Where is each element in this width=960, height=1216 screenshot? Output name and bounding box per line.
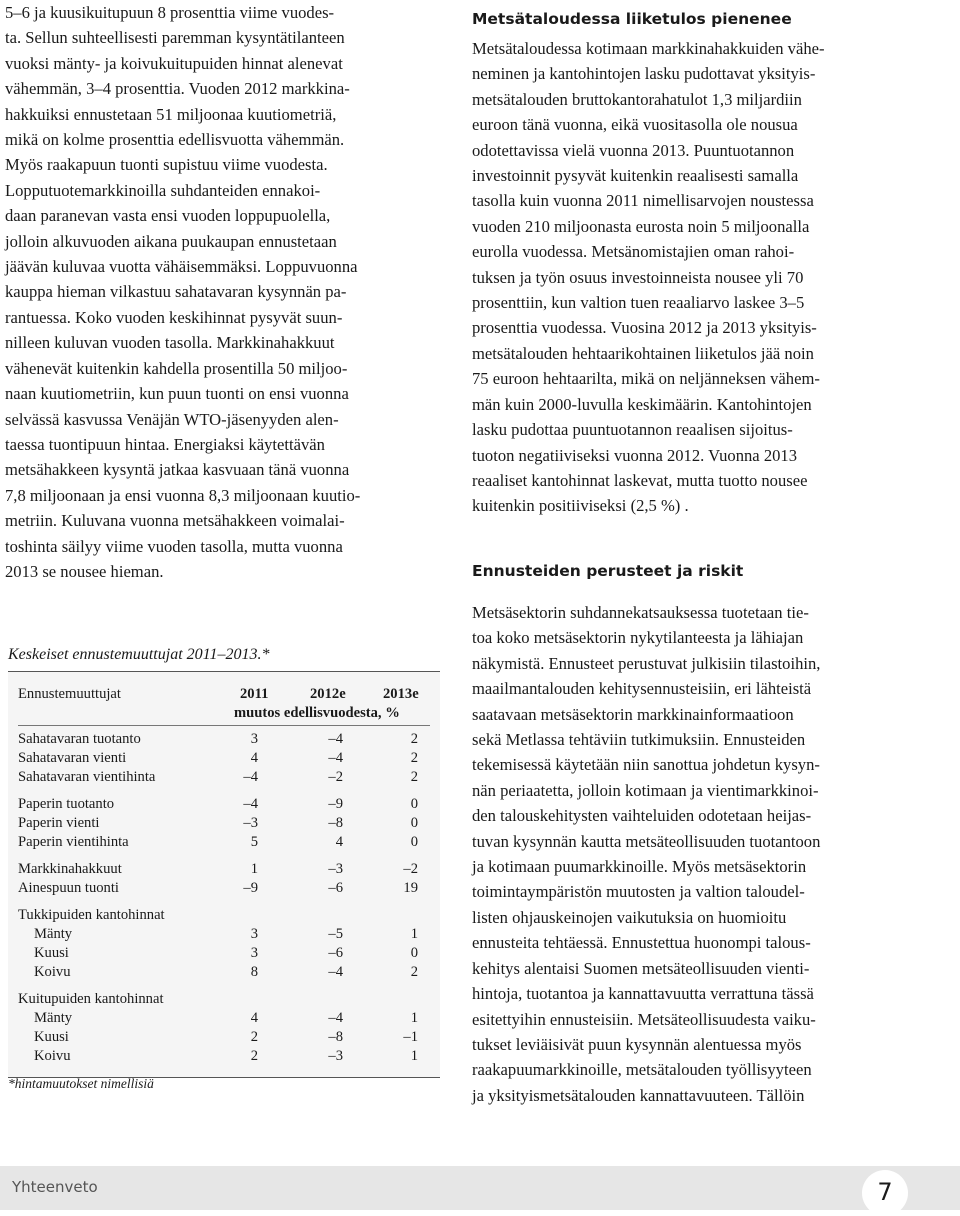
table-row: Mänty 3 –5 1 xyxy=(34,926,418,942)
forecast-table xyxy=(8,671,440,1078)
table-header-year-2011: 2011 xyxy=(240,686,269,702)
table-header-label: Ennustemuuttujat xyxy=(18,686,121,702)
table-row: Paperin vienti –3 –8 0 xyxy=(18,815,418,831)
table-row: Paperin vientihinta 5 4 0 xyxy=(18,834,418,850)
footer-section-label: Yhteenveto xyxy=(12,1178,98,1196)
page-number-badge xyxy=(862,1170,908,1216)
table-row: Paperin tuotanto –4 –9 0 xyxy=(18,796,418,812)
page-number: 7 xyxy=(877,1178,893,1206)
table-row: Koivu 8 –4 2 xyxy=(34,964,418,980)
table-row: Markkinahakkuut 1 –3 –2 xyxy=(18,861,418,877)
section-heading-ennusteiden-perusteet: Ennusteiden perusteet ja riskit xyxy=(472,562,744,580)
table-group-header: Kuitupuiden kantohinnat xyxy=(18,991,164,1007)
section-heading-liiketulos: Metsätaloudessa liiketulos pienenee xyxy=(472,10,792,28)
table-footnote: *hintamuutokset nimellisiä xyxy=(8,1076,154,1091)
table-subheader: muutos edellisvuodesta, % xyxy=(234,705,400,721)
right-column-text-2: Metsäsektorin suhdannekatsauksessa tuotetaan tie- toa koko metsäsektorin nykytilanteesta ja lähiajan näkymistä. Ennusteet perustuvat julkisiin tilastoihin, maailmantalouden kehitysennusteisiin, eri lähteistä saatavaan metsäsektorin markkinainformaatioon sekä Metlassa tehtäviin tutkimuksiin. Ennusteiden tekemisessä käytetään niin sanottua johdetun kysyn- nän periaatetta, jolloin kotimaan ja vientimarkkinoi- den talouskehitysten vaihteluiden odotetaan heijas- tuvan kysynnän kautta metsäteollisuuden tuotantoon ja kotimaan puumarkkinoille. Myös metsäsektorin toimintaympäristön muutosten ja valtion taloudel- listen ohjauskeinojen vaikutuksia on huomioitu ennusteita tehtäessä. Ennustettua huonompi talous- kehitys alentaisi Suomen metsäteollisuuden vienti- hintoja, tuotantoa ja kannattavuutta verrattuna tässä esitettyihin ennusteisiin. Metsäteollisuudesta vaiku- tukset leviäisivät puun kysynnän alentuessa myös raakapuumarkkinoille, metsätalouden työllisyyteen ja yksityismetsätalouden kannattavuuteen. Tällöin xyxy=(472,603,821,1105)
table-group-header: Tukkipuiden kantohinnat xyxy=(18,907,165,923)
table-row: Kuusi 3 –6 0 xyxy=(34,945,418,961)
table-row: Kuusi 2 –8 –1 xyxy=(34,1029,418,1045)
table-row: Koivu 2 –3 1 xyxy=(34,1048,418,1064)
table-row: Sahatavaran vienti 4 –4 2 xyxy=(18,750,418,766)
right-column-text-1: Metsätaloudessa kotimaan markkinahakkuiden vähe- neminen ja kantohintojen lasku pudottavat yksityis- metsätalouden bruttokantorahatulot 1,3 miljardiin euroon tänä vuonna, eikä vuositasolla ole nousua odotettavissa vielä vuonna 2013. Puuntuotannon investoinnit pysyvät kuitenkin reaalisesti samalla tasolla kuin vuonna 2011 nimellisarvojen noustessa vuoden 210 miljoonasta eurosta noin 5 miljoonalla eurolla vuodessa. Metsänomistajien oman rahoi- tuksen ja työn osuus investoinneista nousee yli 70 prosenttiin, kun valtion tuen reaaliarvo laskee 3–5 prosenttia vuodessa. Vuosina 2012 ja 2013 yksityis- metsätalouden hehtaarikohtainen liiketulos jää noin 75 euroon hehtaarilta, mikä on neljänneksen vähem- män kuin 2000-luvulla keskimäärin. Kantohintojen lasku pudottaa puuntuotannon reaalisen sijoitus- tuoton negatiiviseksi vuonna 2012. Vuonna 2013 reaaliset kantohinnat laskevat, mutta tuotto nousee kuitenkin positiiviseksi (2,5 %) . xyxy=(472,39,825,516)
table-title: Keskeiset ennustemuuttujat 2011–2013.* xyxy=(8,646,270,663)
page-footer xyxy=(0,1166,960,1210)
table-row: Sahatavaran vientihinta –4 –2 2 xyxy=(18,769,418,785)
table-header-year-2012e: 2012e xyxy=(310,686,346,702)
table-row: Ainespuun tuonti –9 –6 19 xyxy=(18,880,418,896)
table-header-year-2013e: 2013e xyxy=(383,686,419,702)
left-column-text: 5–6 ja kuusikuitupuun 8 prosenttia viime vuodes- ta. Sellun suhteellisesti paremman kysyntätilanteen vuoksi mänty- ja koivukuitupuiden hinnat alenevat vähemmän, 3–4 prosenttia. Vuoden 2012 markkina- hakkuiksi ennustetaan 51 miljoonaa kuutiometriä, mikä on kolme prosenttia edellisvuotta vähemmän. Myös raakapuun tuonti supistuu viime vuodesta. Lopputuotemarkkinoilla suhdanteiden ennakoi- daan paranevan vasta ensi vuoden loppupuolella, jolloin alkuvuoden aikana puukaupan ennustetaan jäävän kuluvaa vuotta vähäisemmäksi. Loppuvuonna kauppa hieman vilkastuu sahatavaran kysynnän pa- rantuessa. Koko vuoden keskihinnat pysyvät suun- nilleen kuluvan vuoden tasolla. Markkinahakkuut vähenevät kuitenkin kahdella prosentilla 50 miljoo- naan kuutiometriin, kun puun tuonti on ensi vuonna selvässä kasvussa Venäjän WTO-jäsenyyden alen- taessa tuontipuun hintaa. Energiaksi käytettävän metsähakkeen kysyntä jatkaa kasvuaan tänä vuonna 7,8 miljoonaan ja ensi vuonna 8,3 miljoonaan kuutio- metriin. Kuluvana vuonna metsähakkeen voimalai- toshinta säilyy viime vuoden tasolla, mutta vuonna 2013 se nousee hieman. xyxy=(5,3,361,581)
table-header-rule xyxy=(18,725,430,726)
table-row: Sahatavaran tuotanto 3 –4 2 xyxy=(18,731,418,747)
table-row: Mänty 4 –4 1 xyxy=(34,1010,418,1026)
